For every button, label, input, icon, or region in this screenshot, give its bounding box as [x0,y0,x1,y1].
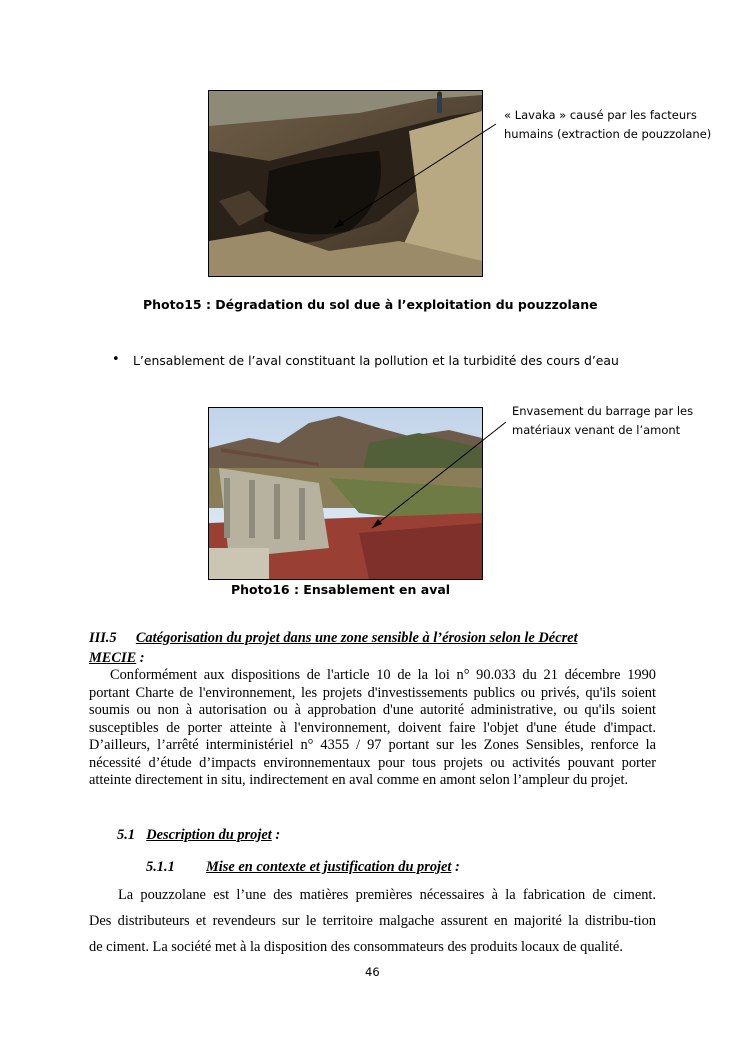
paragraph-line: Des distributeurs et revendeurs sur le territoire malgache assurent en majorité la distribu-tion [89,913,656,929]
photo15-annotation-line2: humains (extraction de pouzzolane) [504,127,712,141]
section-heading-line2 [89,650,145,667]
paragraph-line: atteinte directement in situ, indirectement en aval comme en amont selon l’ampleur du projet. [89,772,629,788]
subsubsection-suffix: : [451,859,460,875]
paragraph-line: nécessité d’étude d’impacts environnementaux pour tous projets ou activités pouvant porter [89,754,656,771]
paragraph-line: portant Charte de l'environnement, les projets d'investissements publics ou privés, qu'ils soient [89,684,656,701]
paragraph-line: La pouzzolane est l’une des matières premières nécessaires à la fabrication de ciment. [118,887,656,903]
page-number: 46 [365,965,380,979]
photo15-arrow [320,120,510,240]
paragraph-line: susceptibles de porter atteinte à l'environnement, doivent faire l'objet d'une étude d'impact. [89,719,656,736]
section-paragraph [89,667,656,790]
subsection-number: 5.1 [117,827,135,843]
photo16-annotation-line2: matériaux venant de l’amont [512,423,681,437]
photo16-annotation [512,402,732,440]
section-title-suffix: : [136,650,145,666]
subsubsection-paragraph [89,882,656,960]
photo15-annotation [504,106,734,144]
subsubsection-number: 5.1.1 [146,859,175,875]
paragraph-line: soumis ou non à autorisation ou à approbation d'une autorité administrative, ou qu'ils soient [89,702,656,718]
paragraph-line: D’ailleurs, l’arrêté interministériel n° 4355 / 97 portant sur les Zones Sensibles, renforce la [89,737,656,753]
photo15-annotation-line1: « Lavaka » causé par les facteurs [504,108,697,122]
bullet-text: L’ensablement de l’aval constituant la pollution et la turbidité des cours d’eau [133,353,619,368]
subsubsection-heading [146,859,460,876]
subsection-suffix: : [271,827,281,843]
bullet-symbol: • [112,352,120,367]
photo16-caption: Photo16 : Ensablement en aval [231,582,451,597]
photo16-arrow [360,418,510,534]
subsection-heading [117,827,280,844]
section-title-line2: MECIE [89,650,137,666]
subsection-title: Description du projet [146,827,272,843]
subsubsection-title: Mise en contexte et justification du projet [206,859,452,875]
paragraph-line: Conformément aux dispositions de l'article 10 de la loi n° 90.033 du 21 décembre 1990 [110,667,656,683]
section-title-line1: Catégorisation du projet dans une zone sensible à l’érosion selon le Décret [135,630,578,646]
photo16-annotation-line1: Envasement du barrage par les [512,404,694,418]
photo15-caption: Photo15 : Dégradation du sol due à l’exploitation du pouzzolane [143,297,598,312]
section-number: III.5 [89,630,117,646]
paragraph-line: de ciment. La société met à la disposition des consommateurs des produits locaux de qualité. [89,939,623,955]
section-heading [89,630,578,647]
